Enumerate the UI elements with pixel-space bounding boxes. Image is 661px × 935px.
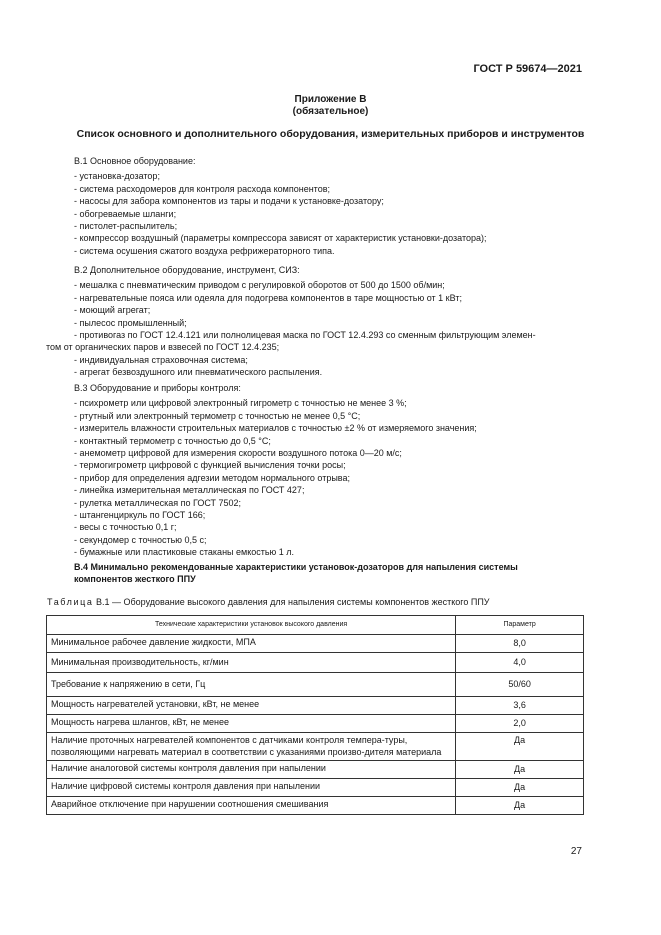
table-row bbox=[47, 697, 584, 715]
list-item: - линейка измерительная металлическая по ГОСТ 427; bbox=[74, 485, 305, 496]
table-cell: 4,0 bbox=[456, 653, 584, 673]
list-item: - обогреваемые шланги; bbox=[74, 208, 177, 219]
b2-heading: В.2 Дополнительное оборудование, инструмент, СИЗ: bbox=[74, 265, 300, 275]
table-cell: Минимальное рабочее давление жидкости, МПА bbox=[47, 635, 456, 653]
list-item: - агрегат безвоздушного или пневматического распыления. bbox=[74, 367, 323, 378]
table-cell: 8,0 bbox=[456, 635, 584, 653]
table-row bbox=[47, 761, 584, 779]
table-cell: Да bbox=[456, 779, 584, 797]
table-row bbox=[47, 673, 584, 697]
list-item: - ртутный или электронный термометр с точностью не менее 0,5 °С; bbox=[74, 410, 361, 421]
table-cell: Да bbox=[456, 797, 584, 815]
table-cell: Да bbox=[456, 761, 584, 779]
b4-heading-line1: В.4 Минимально рекомендованные характеристики установок-дозаторов для напыления системы bbox=[74, 562, 518, 572]
table-cell: Да bbox=[456, 733, 584, 761]
table-cell: Наличие проточных нагревателей компонентов с датчиками контроля темпера-туры, позволяющими нагревать материал в соответствии с указаниями произво-дителя материала bbox=[47, 733, 456, 761]
section-b4-heading bbox=[74, 561, 518, 586]
table-cell: 50/60 bbox=[456, 673, 584, 697]
table-caption-label: Таблица bbox=[47, 597, 94, 607]
list-item: - психрометр или цифровой электронный гигрометр с точностью не менее 3 %; bbox=[74, 398, 407, 409]
section-b2 bbox=[46, 264, 584, 379]
list-item: - измеритель влажности строительных материалов с точностью ±2 % от измеряемого значения; bbox=[74, 423, 477, 434]
table-caption bbox=[47, 597, 490, 607]
table-cell: Мощность нагрева шлангов, кВт, не менее bbox=[47, 715, 456, 733]
list-item: - бумажные или пластиковые стаканы емкостью 1 л. bbox=[74, 547, 295, 558]
list-item: - анемометр цифровой для измерения скорости воздушного потока 0—20 м/с; bbox=[74, 448, 402, 459]
table-row bbox=[47, 715, 584, 733]
table-row bbox=[47, 733, 584, 761]
appendix-title: Приложение В bbox=[294, 94, 367, 105]
list-item: - прибор для определения адгезии методом нормального отрыва; bbox=[74, 472, 350, 483]
table-row bbox=[47, 653, 584, 673]
list-item: - система расходомеров для контроля расхода компонентов; bbox=[74, 183, 330, 194]
b1-heading: В.1 Основное оборудование: bbox=[74, 156, 196, 166]
appendix-subtitle: (обязательное) bbox=[292, 106, 369, 117]
table-cell: 2,0 bbox=[456, 715, 584, 733]
list-item: - весы с точностью 0,1 г; bbox=[74, 522, 177, 533]
document-header: ГОСТ Р 59674—2021 bbox=[473, 63, 582, 75]
table-cell: Аварийное отключение при нарушении соотношения смешивания bbox=[47, 797, 456, 815]
table-row bbox=[47, 635, 584, 653]
list-item: - противогаз по ГОСТ 12.4.121 или полнолицевая маска по ГОСТ 12.4.293 со сменным фильтрующим элемен- bbox=[74, 330, 536, 341]
list-item-continuation: том от органических паров и взвесей по ГОСТ 12.4.235; bbox=[46, 342, 280, 353]
list-item: - моющий агрегат; bbox=[74, 305, 151, 316]
table-header-cell: Технические характеристики установок высокого давления bbox=[47, 616, 456, 635]
table-caption-text: В.1 — Оборудование высокого давления для напыления системы компонентов жесткого ППУ bbox=[93, 597, 490, 607]
list-item: - нагревательные пояса или одеяла для подогрева компонентов в таре мощностью от 1 кВт; bbox=[74, 292, 462, 303]
list-item: - пылесос промышленный; bbox=[74, 317, 187, 328]
list-item: - система осушения сжатого воздуха рефрижераторного типа. bbox=[74, 245, 335, 256]
table-cell: Мощность нагревателей установки, кВт, не менее bbox=[47, 697, 456, 715]
list-item: - компрессор воздушный (параметры компрессора зависят от характеристик установки-дозатора); bbox=[74, 233, 487, 244]
list-item: - пистолет-распылитель; bbox=[74, 221, 178, 232]
table-cell: Требование к напряжению в сети, Гц bbox=[47, 673, 456, 697]
page-number: 27 bbox=[570, 846, 582, 857]
list-item: - термогигрометр цифровой с функцией вычисления точки росы; bbox=[74, 460, 346, 471]
list-item: - насосы для забора компонентов из тары и подачи к установке-дозатору; bbox=[74, 196, 384, 207]
list-item: - секундомер с точностью 0,5 с; bbox=[74, 534, 207, 545]
table-cell: Наличие аналоговой системы контроля давления при напылении bbox=[47, 761, 456, 779]
table-header-cell: Параметр bbox=[456, 616, 584, 635]
table-row bbox=[47, 779, 584, 797]
b4-heading-line2: компонентов жесткого ППУ bbox=[74, 574, 196, 585]
b3-heading: В.3 Оборудование и приборы контроля: bbox=[74, 383, 241, 393]
list-item: - индивидуальная страховочная система; bbox=[74, 354, 248, 365]
equipment-table bbox=[46, 615, 584, 815]
table-cell: 3,6 bbox=[456, 697, 584, 715]
list-item: - контактный термометр с точностью до 0,5 °С; bbox=[74, 435, 271, 446]
list-item: - рулетка металлическая по ГОСТ 7502; bbox=[74, 497, 242, 508]
list-item: - установка-дозатор; bbox=[74, 171, 160, 182]
list-item: - штангенциркуль по ГОСТ 166; bbox=[74, 510, 206, 521]
table-cell: Наличие цифровой системы контроля давления при напылении bbox=[47, 779, 456, 797]
section-title: Список основного и дополнительного оборудования, измерительных приборов и инструментов bbox=[76, 128, 585, 140]
section-b1 bbox=[74, 155, 584, 257]
table-row bbox=[47, 797, 584, 815]
table-header-row bbox=[47, 616, 584, 635]
section-b3 bbox=[74, 382, 584, 559]
table-cell: Минимальная производительность, кг/мин bbox=[47, 653, 456, 673]
list-item: - мешалка с пневматическим приводом с регулировкой оборотов от 500 до 1500 об/мин; bbox=[74, 280, 445, 291]
